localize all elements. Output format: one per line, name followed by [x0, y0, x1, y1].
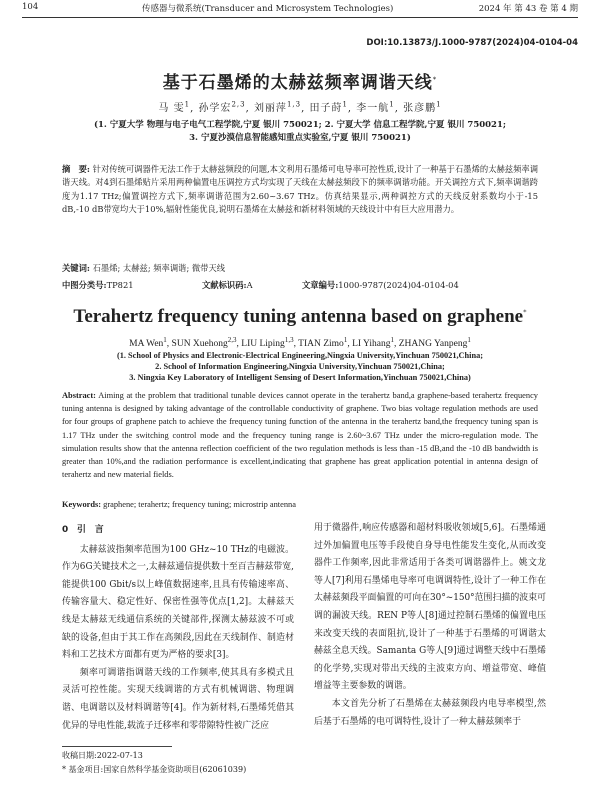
cn-author: 马 雯: [158, 103, 185, 114]
cn-keywords-text: 石墨烯; 太赫兹; 频率调谐; 微带天线: [92, 263, 226, 273]
received-date: 收稿日期:2022-07-13: [62, 751, 143, 760]
cn-affiliation-1: (1. 宁夏大学 物理与电子电气工程学院,宁夏 银川 750021; 2. 宁夏大学 信息工程学院,宁夏 银川 750021;: [93, 120, 507, 130]
cn-author: 田子莳: [309, 103, 343, 114]
doi: DOI:10.13873/J.1000-9787(2024)04-0104-04: [366, 38, 578, 48]
en-author-sup: 1: [163, 336, 167, 344]
article-no-label: 文章编号:: [302, 280, 339, 290]
en-author: ZHANG Yanpeng: [398, 339, 468, 350]
en-abstract: [62, 389, 538, 481]
en-author: TIAN Zimo: [298, 339, 344, 350]
en-title: [0, 306, 600, 328]
volume-info: 2024 年 第 43 卷 第 4 期: [478, 4, 578, 14]
header-rule: [22, 17, 578, 18]
body-paragraph: 用于微器件,响应传感器和超材料吸收领域[5,6]。石墨烯通过外加偏置电压等手段使自身导电性能发生变化,从而改变器件工作频率,因此非常适用于各类可调谐器件上。姚文龙等人[7]利用石墨烯电导率可电调调特性,设计了一种工作在太赫兹频段平面偏置的可向在30°~150°范围扫描的波束可调的漏波天线。REN P等人[8]通过控制石墨烯的偏置电压来改变天线的表面阻抗,设计了一种基于石墨烯的可调谐太赫兹全息天线。Samanta G等人[9]通过调整天线中石墨烯的化学势,实现对带出天线的主波束方向、增益带宽、峰值增益等主要参数的调谐。: [314, 523, 546, 692]
cn-author-sup: 1: [184, 100, 191, 109]
clc-value: TP821: [106, 280, 134, 290]
cn-abstract-label: 摘 要:: [62, 164, 90, 174]
article-no-value: 1000-9787(2024)04-0104-04: [338, 280, 459, 290]
en-abstract-text: Aiming at the problem that traditional tunable devices cannot operate in the terahertz band,a graphene-based terahertz frequency tuning antenna is designed by taking advantage of the controllable conductivity of graphene. Two bias voltage regulation methods are used for four groups of graphene patch to achieve the frequency tuning function of the antenna in the terahertz band,the frequency tuning span is 1.17 THz under the switching control mode and the frequency tuning range is 2.60~3.67 THz under the micro-regulation mode. The simulation results show that the antenna reflection coefficient of the two regulation methods is less than -15 dB,and the -10 dB bandwidth is greater than 10%,and the radiation performance is excellent,indicating that graphene has great application potential in antenna design of terahertz and new material fields.: [62, 391, 538, 480]
en-title-star: *: [523, 308, 527, 317]
en-author: LIU Liping: [241, 339, 285, 350]
doc-code: [202, 279, 253, 291]
cn-abstract-text: 针对传统可调器件无法工作于太赫兹频段的问题,本文利用石墨烯可电导率可控性质,设计了一种基于石墨烯的太赫兹频率调谐天线。对4到石墨烯贴片采用两种偏置电压调控方式均实现了天线在太赫兹频段下的频率调谐功能。开关调控方式下,频率调谐跨度为1.17 THz;偏置调控方式下,频率调谐范围为2.60~3.67 THz。仿真结果显示,两种调控方式的天线反射系数均小于-15 dB,-10 dB带宽均大于10%,辐射性能优良,说明石墨烯在太赫兹和新材料领域的天线设计中有巨大应用潜力。: [62, 164, 539, 215]
cn-keywords-label: 关键词:: [62, 263, 90, 273]
fund-note: * 基金项目:国家自然科学基金资助项目(62061039): [62, 765, 247, 774]
cn-title-star: *: [432, 75, 438, 84]
article-no: [302, 279, 459, 291]
body-left-column: [62, 522, 294, 735]
cn-authors: 马 雯$^1$, 孙学宏$^{2,3}$, 刘丽萍$^{1,3}$, 田子莳$^1$, 李一航$^1$, 张彦鹏$^1$: [158, 100, 442, 114]
en-authors: MA Wen$^1$, SUN Xuehong$^{2,3}$, LIU Liping$^{1,3}$, TIAN Zimo$^1$, LI Yihang$^1$, ZHANG Yanpeng$^1$: [129, 336, 471, 350]
en-affiliation-1: (1. School of Physics and Electronic-Electrical Engineering,Ningxia University,Yinchuan 750021,China;: [117, 351, 483, 360]
en-author: LI Yihang: [352, 339, 391, 350]
en-author-sup: 1: [343, 336, 348, 344]
doc-code-value: A: [246, 280, 253, 290]
cn-affiliation-2: 3. 宁夏沙漠信息智能感知重点实验室,宁夏 银川 750021): [189, 133, 411, 143]
en-keywords-text: graphene; terahertz; frequency tuning; microstrip antenna: [103, 500, 296, 509]
cn-author: 刘丽萍: [253, 103, 287, 114]
running-header: [22, 2, 578, 16]
cn-author: 李一航: [356, 103, 390, 114]
cn-author-sup: 1,3: [286, 100, 302, 109]
body-right-column: [314, 520, 546, 731]
cn-author-sup: 2,3: [231, 100, 246, 109]
section-heading: 0 引 言: [62, 525, 104, 535]
cn-author-sup: 1: [389, 100, 395, 109]
body-paragraph: 本文首先分析了石墨烯在太赫兹频段内电导率模型,然后基于石墨烯的电可调特性,设计了一种太赫兹频率于: [314, 698, 546, 727]
footnote-rule: [62, 746, 172, 747]
en-author-sup: 1: [390, 336, 394, 344]
cn-keywords: [62, 262, 538, 274]
en-affiliation-2: 2. School of Information Engineering,Ningxia University,Yinchuan 750021,China;: [155, 362, 445, 371]
cn-abstract: [62, 163, 538, 217]
cn-author-sup: 1: [436, 100, 442, 109]
en-title-text: Terahertz frequency tuning antenna based on graphene: [73, 306, 524, 327]
cn-title-text: 基于石墨烯的太赫兹频率调谐天线: [162, 73, 433, 93]
body-paragraph: 频率可调谐指调谐天线的工作频率,使其具有多模式且灵活可控性能。实现天线调谐的方式有机械调谐、物理调谐、电调谐以及材料调谐等[4]。作为新材料,石墨烯凭借其优异的导电性能,载流子迁移率和零带隙特性被广泛应: [62, 667, 294, 731]
journal-name: 传感器与微系统(Transducer and Microsystem Technologies): [142, 4, 394, 14]
en-affiliation-3: 3. Ningxia Key Laboratory of Intelligent Sensing of Desert Information,Yinchuan 750021,China): [129, 373, 471, 382]
en-author: SUN Xuehong: [171, 339, 228, 350]
cn-title: [0, 68, 600, 93]
en-author: MA Wen: [129, 339, 164, 350]
clc-label: 中图分类号:: [62, 280, 107, 290]
en-author-sup: 2,3: [227, 336, 237, 344]
en-abstract-label: Abstract:: [62, 391, 96, 400]
clc: [62, 279, 134, 291]
cn-author-sup: 1: [342, 100, 348, 109]
page-number: 104: [22, 2, 39, 12]
cn-author: 孙学宏: [198, 103, 232, 114]
en-author-sup: 1,3: [284, 336, 294, 344]
en-keywords-label: Keywords:: [62, 500, 102, 509]
cn-author: 张彦鹏: [403, 103, 437, 114]
doc-code-label: 文献标识码:: [202, 280, 247, 290]
en-author-sup: 1: [467, 336, 471, 344]
en-keywords: [62, 500, 538, 509]
body-paragraph: 太赫兹波指频率范围为100 GHz~10 THz的电磁波。作为6G关键技术之一,太赫兹通信提供数十至百吉赫兹带宽,能提供100 Gbit/s以上峰值数据速率,且具有传输速率高、传输容量大、稳定性好、保密性强等优点[1,2]。太赫兹天线是太赫兹无线通信系统的关键部件,探测太赫兹波不可或缺的设备,但由于其工作在高频段,因此在天线制作、制造材料和工艺技术方面都有更为严格的要求[3]。: [62, 544, 294, 661]
